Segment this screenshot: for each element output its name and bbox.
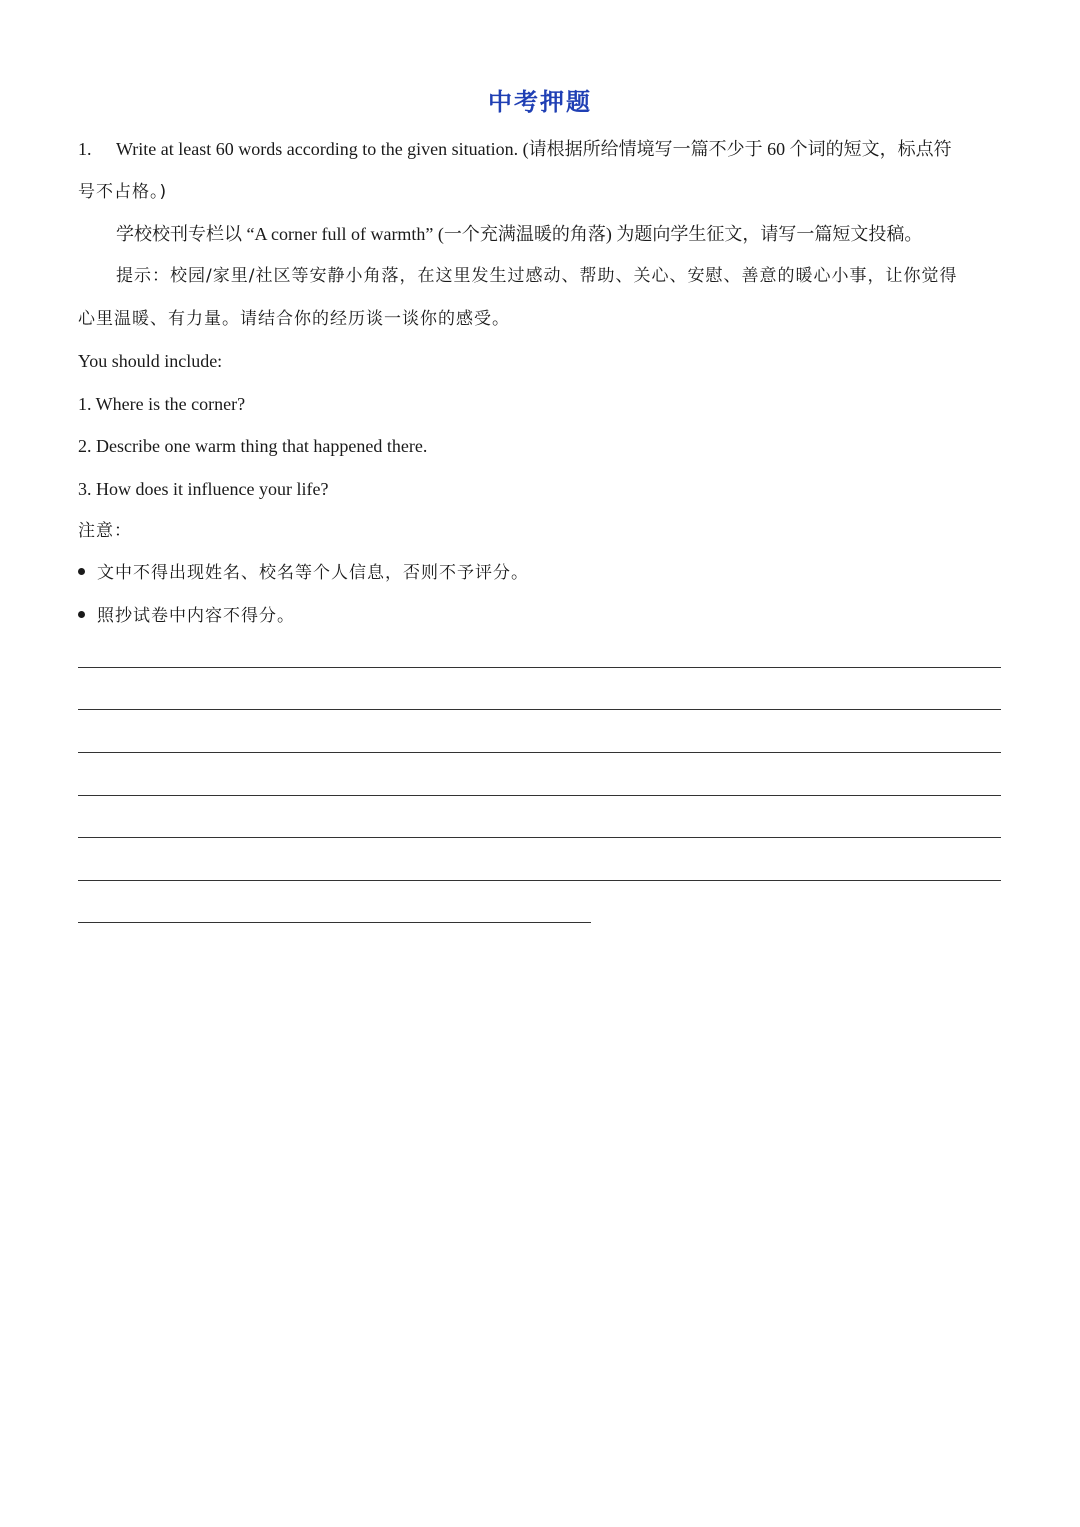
hint-line2: 心里温暖、有力量。请结合你的经历谈一谈你的感受。 (78, 309, 510, 329)
answer-line[interactable] (78, 752, 1001, 753)
question-instruction-text: Write at least 60 words according to the given situation. (请根据所给情境写一篇不少于 60 个词的短文，标点符 (116, 139, 952, 159)
bullet-icon (78, 611, 85, 618)
notice-item-text: 文中不得出现姓名、校名等个人信息，否则不予评分。 (97, 563, 529, 583)
include-item: 3. How does it influence your life? (78, 479, 329, 499)
include-heading: You should include: (78, 351, 223, 371)
question-instruction-line2: 号不占格。) (78, 182, 168, 202)
include-item: 1. Where is the corner? (78, 394, 246, 414)
answer-line[interactable] (78, 880, 1001, 881)
notice-heading: 注意： (78, 521, 132, 541)
notice-item (78, 604, 295, 628)
answer-line[interactable] (78, 795, 1001, 796)
hint-line1: 提示：校园/家里/社区等安静小角落，在这里发生过感动、帮助、关心、安慰、善意的暖心小事，让你觉得 (116, 266, 958, 286)
answer-line[interactable] (78, 667, 1001, 668)
answer-line[interactable] (78, 837, 1001, 838)
notice-item-text: 照抄试卷中内容不得分。 (97, 606, 295, 626)
answer-line[interactable] (78, 709, 1001, 710)
answer-line-short[interactable] (78, 922, 591, 923)
prompt-line: 学校校刊专栏以 “A corner full of warmth” (一个充满温暖的角落) 为题向学生征文，请写一篇短文投稿。 (116, 224, 923, 244)
question-instruction-line1 (78, 137, 952, 161)
include-item: 2. Describe one warm thing that happened there. (78, 436, 428, 456)
notice-item (78, 561, 529, 585)
page-title: 中考押题 (488, 88, 592, 116)
bullet-icon (78, 568, 85, 575)
question-number: 1. (78, 139, 92, 159)
